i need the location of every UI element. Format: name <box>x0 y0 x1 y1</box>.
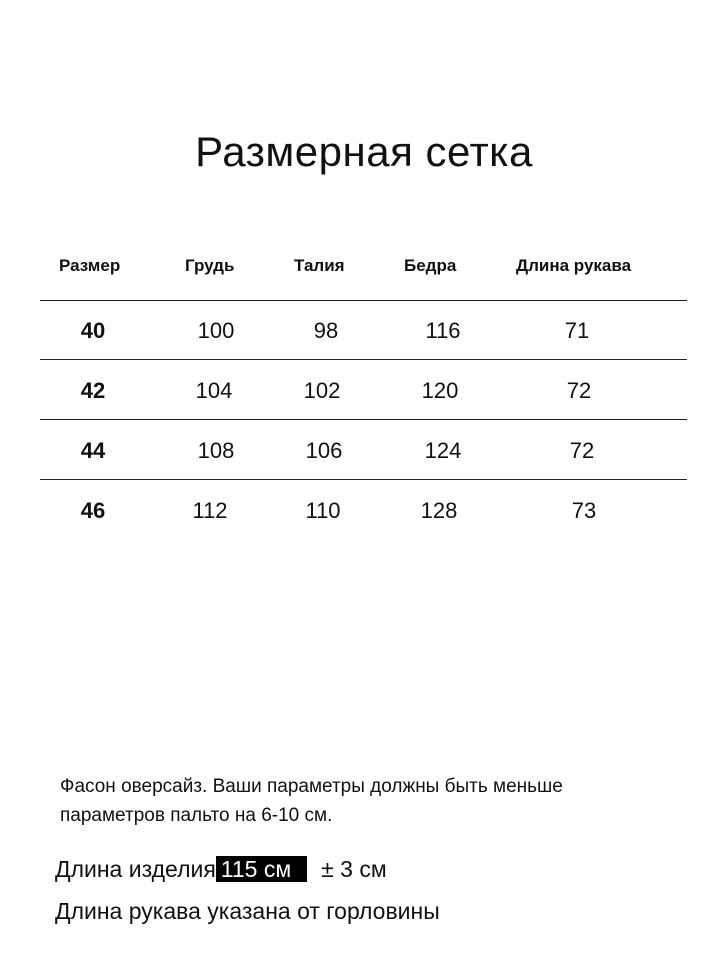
column-header-chest: Грудь <box>185 256 235 275</box>
table-cell-waist: 110 <box>305 498 341 523</box>
table-cell-sleeve: 72 <box>566 378 592 403</box>
column-header-sleeve: Длина рукава <box>516 256 632 275</box>
column-header-hips: Бедра <box>404 256 457 275</box>
table-divider <box>40 479 687 480</box>
product-length-line <box>55 856 387 883</box>
table-cell-sleeve: 73 <box>571 498 597 523</box>
table-cell-size: 44 <box>80 438 106 463</box>
table-cell-size: 40 <box>80 318 106 343</box>
fit-note: Фасон оверсайз. Ваши параметры должны быть меньше параметров пальто на 6-10 см. <box>60 776 563 826</box>
table-divider <box>40 419 687 420</box>
table-cell-sleeve: 71 <box>564 318 590 343</box>
table-cell-hips: 120 <box>421 378 459 403</box>
table-cell-chest: 112 <box>192 498 228 523</box>
table-cell-waist: 106 <box>305 438 343 463</box>
table-cell-hips: 128 <box>420 498 458 523</box>
table-cell-waist: 102 <box>303 378 341 403</box>
table-cell-chest: 100 <box>197 318 235 343</box>
table-cell-hips: 124 <box>424 438 462 463</box>
product-length-label: Длина изделия <box>55 856 216 882</box>
table-cell-chest: 108 <box>197 438 235 463</box>
product-length-tolerance: ± 3 см <box>321 856 387 882</box>
table-cell-chest: 104 <box>195 378 233 403</box>
column-header-size: Размер <box>59 256 121 275</box>
table-divider <box>40 300 687 301</box>
table-divider <box>40 359 687 360</box>
table-cell-size: 46 <box>80 498 106 523</box>
table-cell-size: 42 <box>80 378 106 403</box>
table-cell-hips: 116 <box>425 318 461 343</box>
table-cell-waist: 98 <box>313 318 339 343</box>
column-header-waist: Талия <box>294 256 345 275</box>
page-title: Размерная сетка <box>195 128 533 175</box>
table-cell-sleeve: 72 <box>569 438 595 463</box>
sleeve-length-note: Длина рукава указана от горловины <box>55 898 440 924</box>
product-length-value: 115 см <box>216 856 307 882</box>
